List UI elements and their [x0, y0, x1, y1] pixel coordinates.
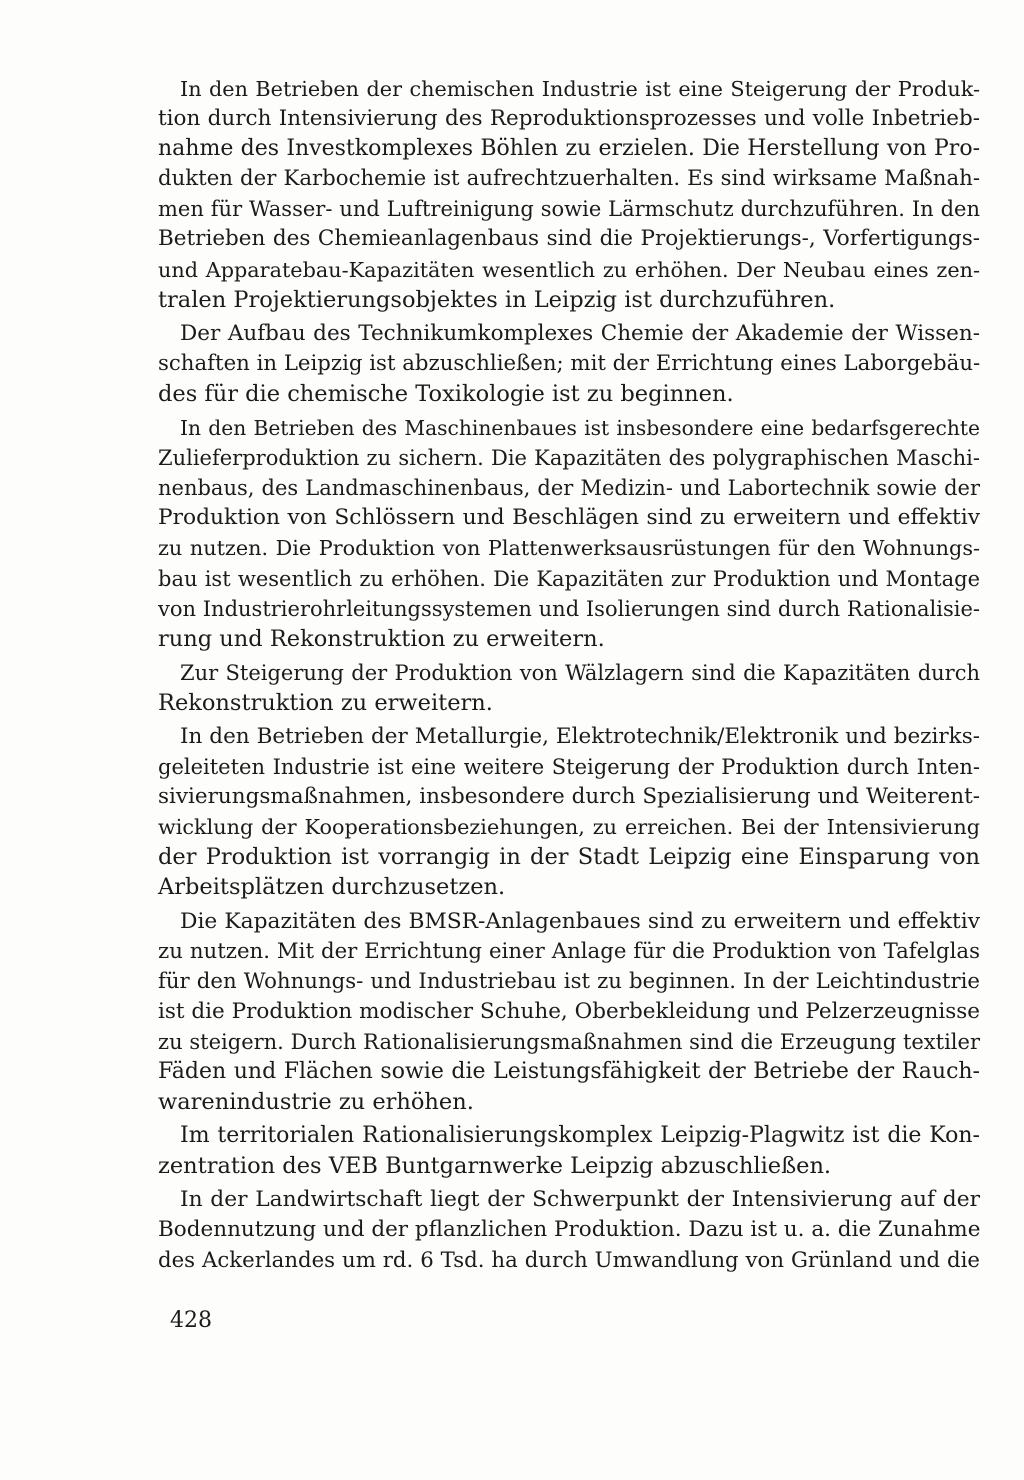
text-line: nahme des Investkomplexes Böhlen zu erzielen. Die Herstellung von Pro-	[158, 136, 980, 162]
text-line: warenindustrie zu erhöhen.	[158, 1089, 474, 1116]
text-line: Im territorialen Rationalisierungskomplex Leipzig-Plagwitz ist die Kon-	[180, 1123, 980, 1149]
text-line: schaften in Leipzig ist abzuschließen; mit der Errichtung eines Laborgebäu-	[158, 350, 981, 376]
text-line: Die Kapazitäten des BMSR-Anlagenbaues sind zu erweitern und effektiv	[180, 908, 980, 934]
text-line: wicklung der Kooperationsbeziehungen, zu erreichen. Bei der Intensivierung	[158, 815, 980, 840]
paragraph	[158, 1185, 980, 1275]
text-line: und Apparatebau-Kapazitäten wesentlich zu erhöhen. Der Neubau eines zen-	[158, 257, 980, 282]
paragraph	[158, 319, 980, 409]
text-line: für den Wohnungs- und Industriebau ist zu beginnen. In der Leichtindustrie	[158, 968, 980, 994]
text-line: Produktion von Schlössern und Beschlägen sind zu erweitern und effektiv	[158, 505, 980, 531]
text-line: von Industrierohrleitungssystemen und Isolierungen sind durch Rationalisie-	[158, 596, 980, 621]
text-line: zu nutzen. Die Produktion von Plattenwerksausrüstungen für den Wohnungs-	[158, 536, 980, 561]
text-line: men für Wasser- und Luftreinigung sowie Lärmschutz durchzuführen. In den	[158, 197, 980, 222]
page-number: 428	[170, 1308, 212, 1333]
text-line: Zulieferproduktion zu sichern. Die Kapazitäten des polygraphischen Maschi-	[158, 446, 980, 471]
text-line: des Ackerlandes um rd. 6 Tsd. ha durch Umwandlung von Grünland und die	[158, 1247, 980, 1273]
paragraph	[158, 74, 980, 315]
text-line: rung und Rekonstruktion zu erweitern.	[158, 625, 605, 652]
text-line: Zur Steigerung der Produktion von Wälzlagern sind die Kapazitäten durch	[180, 660, 980, 685]
text-line: In den Betrieben der chemischen Industrie ist eine Steigerung der Produk-	[180, 77, 980, 101]
text-line: zentration des VEB Buntgarnwerke Leipzig abzuschließen.	[158, 1153, 832, 1180]
text-line: Betrieben des Chemieanlagenbaus sind die Projektierungs-, Vorfertigungs-	[158, 226, 980, 252]
text-line: Rekonstruktion zu erweitern.	[158, 689, 493, 716]
text-line: In der Landwirtschaft liegt der Schwerpunkt der Intensivierung auf der	[180, 1187, 980, 1213]
text-line: Bodennutzung und der pflanzlichen Produktion. Dazu ist u. a. die Zunahme	[158, 1217, 981, 1243]
text-line: Arbeitsplätzen durchzusetzen.	[158, 874, 506, 901]
text-line: tralen Projektierungsobjektes in Leipzig ist durchzuführen.	[158, 286, 836, 313]
text-line: des für die chemische Toxikologie ist zu beginnen.	[158, 380, 734, 407]
paragraph	[158, 413, 980, 654]
paragraph	[158, 658, 980, 718]
text-line: geleiteten Industrie ist eine weitere Steigerung der Produktion durch Inten-	[158, 755, 980, 780]
body-text	[158, 74, 980, 1276]
text-line: sivierungsmaßnahmen, insbesondere durch Spezialisierung und Weiterent-	[158, 784, 980, 810]
paragraph	[158, 907, 980, 1118]
text-line: nenbaus, des Landmaschinenbaus, der Medizin- und Labortechnik sowie der	[158, 476, 980, 501]
text-line: zu steigern. Durch Rationalisierungsmaßnahmen sind die Erzeugung textiler	[158, 1029, 980, 1054]
text-line: ist die Produktion modischer Schuhe, Oberbekleidung und Pelzerzeugnisse	[158, 998, 980, 1024]
text-line: In den Betrieben der Metallurgie, Elektrotechnik/Elektronik und bezirks-	[180, 723, 980, 749]
text-line: In den Betrieben des Maschinenbaues ist insbesondere eine bedarfsgerechte	[180, 416, 980, 441]
text-line: Der Aufbau des Technikumkomplexes Chemie der Akademie der Wissen-	[180, 320, 980, 346]
text-line: zu nutzen. Mit der Errichtung einer Anlage für die Produktion von Tafelglas	[158, 938, 980, 964]
text-line: bau ist wesentlich zu erhöhen. Die Kapazitäten zur Produktion und Montage	[158, 566, 980, 591]
text-line: der Produktion ist vorrangig in der Stadt Leipzig eine Einsparung von	[158, 844, 980, 871]
text-line: Fäden und Flächen sowie die Leistungsfähigkeit der Betriebe der Rauch-	[158, 1059, 980, 1084]
paragraph	[158, 722, 980, 903]
paragraph	[158, 1121, 980, 1181]
text-line: dukten der Karbochemie ist aufrechtzuerhalten. Es sind wirksame Maßnah-	[158, 166, 980, 192]
text-line: tion durch Intensivierung des Reproduktionsprozesses und volle Inbetrieb-	[158, 106, 980, 132]
